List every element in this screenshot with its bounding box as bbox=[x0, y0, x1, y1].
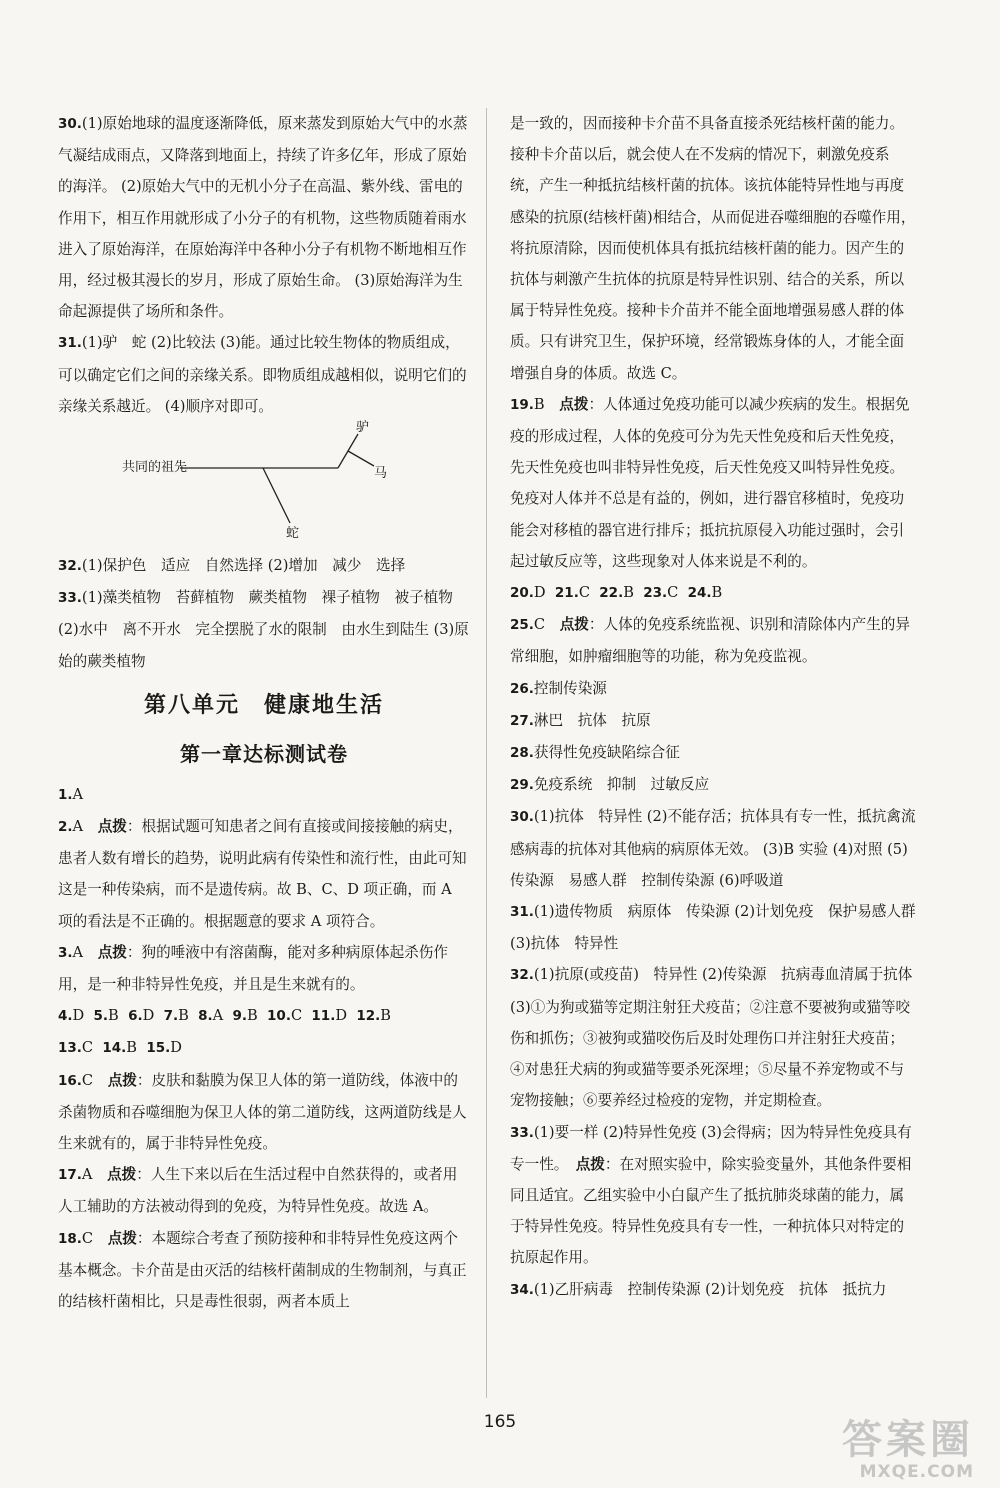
question-number: 9. bbox=[232, 1008, 248, 1025]
answer-2 bbox=[58, 811, 470, 937]
question-number: 33. bbox=[58, 590, 82, 607]
answers-20-24 bbox=[510, 577, 918, 609]
question-number: 10. bbox=[267, 1008, 291, 1025]
answer-text: ：人体通过免疫功能可以减少疾病的发生。根据免疫的形成过程，人体的免疫可分为先天性免疫和后天性免疫，先天性免疫也叫非特异性免疫，后天性免疫又叫特异性免疫。免疫对人体并不总是有益的，例如，进行器官移植时，免疫功能会对移植的器官进行排斥；抵抗抗原侵入功能过强时，会引起过敏反应等，这些现象对人体来说是不利的。 bbox=[510, 395, 910, 570]
answer-text: ：人体的免疫系统监视、识别和清除体内产生的异常细胞，如肿瘤细胞等的功能，称为免疫监视。 bbox=[510, 616, 910, 666]
left-column bbox=[58, 108, 470, 1317]
question-number: 23. bbox=[643, 585, 668, 602]
tree-leaf-donkey: 驴 bbox=[356, 420, 370, 436]
answer-32-right bbox=[510, 959, 918, 1116]
answer-text: (1)要一样 (2)特异性免疫 (3)会得病；因为特异性免疫具有专一性。 bbox=[510, 1123, 912, 1173]
answer-choice: B bbox=[711, 584, 723, 602]
question-number: 17. bbox=[58, 1167, 82, 1184]
answer-choice: D bbox=[533, 584, 546, 602]
answer-25 bbox=[510, 609, 918, 672]
question-number: 8. bbox=[198, 1008, 213, 1025]
tree-leaf-snake: 蛇 bbox=[286, 526, 300, 542]
hint-label: 点拨 bbox=[97, 818, 127, 836]
answer-choice: B bbox=[247, 1007, 258, 1025]
answer-text: 淋巴 抗体 抗原 bbox=[533, 711, 651, 729]
answer-16 bbox=[58, 1065, 470, 1160]
watermark-text: 答案圈 bbox=[842, 1417, 974, 1463]
hint-label: 点拨 bbox=[559, 616, 589, 634]
column-divider bbox=[486, 108, 487, 1398]
answer-text: ：人生下来以后在生活过程中自然获得的，或者用人工辅助的方法被动得到的免疫，为特异性免疫。故选 A。 bbox=[58, 1166, 458, 1216]
answer-text: 获得性免疫缺陷综合征 bbox=[533, 744, 680, 762]
question-number: 14. bbox=[102, 1040, 127, 1057]
question-number: 32. bbox=[510, 967, 534, 984]
question-number: 20. bbox=[510, 585, 534, 602]
answer-text: ：根据试题可知患者之间有直接或间接接触的病史，患者人数有增长的趋势，说明此病有传染性和流行性，由此可知这是一种传染病，而不是遗传病。故 B、C、D 项正确，而 A 项的看法是不正确的。根据题意的要求 A 项符合。 bbox=[58, 818, 467, 930]
chapter-title: 第一章达标测试卷 bbox=[180, 741, 348, 766]
question-number: 19. bbox=[510, 396, 534, 413]
question-number: 16. bbox=[58, 1072, 82, 1089]
question-number: 26. bbox=[510, 680, 534, 697]
question-number: 12. bbox=[356, 1008, 381, 1025]
answer-text: A bbox=[72, 785, 84, 803]
answer-30-right bbox=[510, 801, 918, 896]
question-number: 22. bbox=[599, 585, 624, 602]
answer-18-continued: 是一致的，因而接种卡介苗不具备直接杀死结核杆菌的能力。接种卡介苗以后，就会使人在不发病的情况下，刺激免疫系统，产生一种抵抗结核杆菌的抗体。该抗体能特异性地与再度感染的抗原(结核杆菌)相结合，从而促进吞噬细胞的吞噬作用，将抗原清除，因而使机体具有抵抗结核杆菌的能力。因产生的抗体与刺激产生抗体的抗原是特异性识别、结合的关系，所以属于特异性免疫。接种卡介苗并不能全面地增强易感人群的体质。只有讲究卫生，保护环境，经常锻炼身体的人，才能全面增强自身的体质。故选 C。 bbox=[510, 115, 916, 382]
watermark-url: MXQE.COM bbox=[859, 1462, 974, 1482]
question-number: 5. bbox=[93, 1008, 109, 1025]
question-number: 27. bbox=[510, 712, 534, 729]
question-number: 30. bbox=[510, 809, 534, 826]
answer-choice: D bbox=[335, 1007, 348, 1025]
watermark-logo bbox=[842, 1418, 974, 1482]
hint-label: 点拨 bbox=[107, 1229, 137, 1247]
answer-choice: C bbox=[81, 1229, 94, 1247]
answers-13-15 bbox=[58, 1032, 470, 1064]
answer-text: (1)遗传物质 病原体 传染源 (2)计划免疫 保护易感人群 (3)抗体 特异性 bbox=[510, 903, 916, 953]
evolution-tree-diagram bbox=[58, 420, 470, 546]
unit-number: 第八单元 bbox=[143, 692, 240, 718]
answer-choice: C bbox=[578, 584, 590, 602]
question-number: 7. bbox=[163, 1008, 179, 1025]
question-number: 4. bbox=[58, 1008, 73, 1025]
question-number: 29. bbox=[510, 777, 534, 794]
question-number: 28. bbox=[510, 745, 534, 762]
answer-choice: B bbox=[126, 1039, 138, 1057]
question-number: 1. bbox=[58, 786, 73, 803]
answer-choice: B bbox=[178, 1007, 189, 1025]
answer-choice: A bbox=[72, 818, 84, 836]
hint-label: 点拨 bbox=[107, 1166, 137, 1184]
page-number: 165 bbox=[483, 1412, 517, 1432]
tree-root-label: 共同的祖先 bbox=[122, 460, 188, 476]
hint-label: 点拨 bbox=[97, 943, 127, 961]
answer-text: (1)原始地球的温度逐渐降低，原来蒸发到原始大气中的水蒸气凝结成雨点，又降落到地面上，持续了许多亿年，形成了原始的海洋。 (2)原始大气中的无机小分子在高温、紫外线、雷电的作用下，相互作用就形成了小分子的有机物，这些物质随着雨水进入了原始海洋，在原始海洋中各种小分子有机物不断地相互作用，经过极其漫长的岁月，形成了原始生命。 (3)原始海洋为生命起源提供了场所和条件。 bbox=[58, 115, 468, 321]
answer-1 bbox=[58, 779, 470, 811]
unit-name: 健康地生活 bbox=[264, 692, 385, 718]
answer-29 bbox=[510, 769, 918, 801]
answer-choice: B bbox=[533, 395, 545, 413]
answer-32 bbox=[58, 550, 470, 582]
hint-label: 点拨 bbox=[559, 395, 589, 413]
answer-17 bbox=[58, 1159, 470, 1222]
answer-choice: B bbox=[623, 584, 634, 602]
answer-text: (1)藻类植物 苔藓植物 蕨类植物 裸子植物 被子植物 (2)水中 离不开水 完全摆脱了水的限制 由水生到陆生 (3)原始的蕨类植物 bbox=[58, 589, 469, 670]
answer-34 bbox=[510, 1274, 918, 1306]
question-number: 33. bbox=[510, 1124, 534, 1141]
question-number: 3. bbox=[58, 944, 73, 961]
answer-choice: C bbox=[81, 1039, 94, 1057]
answer-text: 免疫系统 抑制 过敏反应 bbox=[533, 776, 710, 794]
question-number: 30. bbox=[58, 116, 82, 132]
answer-choice: D bbox=[142, 1007, 155, 1025]
answer-31-right bbox=[510, 896, 918, 959]
question-number: 6. bbox=[128, 1008, 143, 1025]
answer-choice: C bbox=[81, 1071, 94, 1089]
answer-text: (1)驴 蛇 (2)比较法 (3)能。通过比较生物体的物质组成，可以确定它们之间的亲缘关系。即物质组成越相似，说明它们的亲缘关系越近。 (4)顺序对即可。 bbox=[58, 334, 467, 415]
answer-27 bbox=[510, 705, 918, 737]
answer-text: ：狗的唾液中有溶菌酶，能对多种病原体起杀伤作用，是一种非特异性免疫，并且是生来就有的。 bbox=[58, 943, 448, 994]
unit-title bbox=[58, 691, 470, 721]
hint-label: 点拨 bbox=[575, 1155, 605, 1173]
question-number: 34. bbox=[510, 1281, 534, 1298]
answer-choice: A bbox=[81, 1166, 93, 1184]
answer-choice: C bbox=[290, 1007, 303, 1025]
question-number: 15. bbox=[146, 1040, 171, 1057]
tree-lines bbox=[58, 428, 470, 546]
question-number: 31. bbox=[510, 904, 534, 921]
answer-33 bbox=[58, 582, 470, 677]
answer-choice: C bbox=[533, 616, 546, 634]
question-number: 25. bbox=[510, 617, 534, 634]
answer-26 bbox=[510, 673, 918, 705]
answer-28 bbox=[510, 737, 918, 769]
answer-31 bbox=[58, 327, 470, 422]
answer-text: (1)保护色 适应 自然选择 (2)增加 减少 选择 bbox=[81, 557, 406, 575]
answer-text: ：在对照实验中，除实验变量外，其他条件要相同且适宜。乙组实验中小白鼠产生了抵抗肺炎球菌的能力，属于特异性免疫。特异性免疫具有专一性，一种抗体只对特定的抗原起作用。 bbox=[510, 1155, 912, 1267]
answer-choice: A bbox=[212, 1007, 224, 1025]
answer-33-right bbox=[510, 1117, 918, 1274]
answer-text: ：皮肤和黏膜为保卫人体的第一道防线，体液中的杀菌物质和吞噬细胞为保卫人体的第二道防线，这两道防线是人生来就有的，属于非特异性免疫。 bbox=[58, 1071, 467, 1153]
answer-19 bbox=[510, 389, 918, 577]
question-number: 21. bbox=[554, 585, 579, 602]
right-column bbox=[510, 108, 918, 1306]
answer-text: (1)抗原(或疫苗) 特异性 (2)传染源 抗病毒血清属于抗体 (3)①为狗或猫等定期注射狂犬疫苗；②注意不要被狗或猫等咬伤和抓伤；③被狗或猫咬伤后及时处理伤口并注射狂犬疫苗；④对患狂犬病的狗或猫等要杀死深埋；⑤尽量不养宠物或不与宠物接触；⑥要养经过检疫的宠物，并定期检查。 bbox=[510, 966, 913, 1110]
question-number: 13. bbox=[58, 1040, 82, 1057]
answers-4-12 bbox=[58, 1000, 470, 1032]
answer-30 bbox=[58, 108, 470, 327]
answer-choice: D bbox=[170, 1039, 182, 1057]
question-number: 31. bbox=[58, 335, 82, 352]
question-number: 18. bbox=[58, 1230, 82, 1247]
question-number: 2. bbox=[58, 819, 73, 836]
answer-text: (1)乙肝病毒 控制传染源 (2)计划免疫 抗体 抵抗力 bbox=[533, 1280, 887, 1298]
hint-label: 点拨 bbox=[107, 1071, 137, 1089]
answer-3 bbox=[58, 937, 470, 1000]
answer-choice: C bbox=[667, 584, 679, 602]
answer-choice: B bbox=[108, 1007, 119, 1025]
question-number: 32. bbox=[58, 558, 82, 575]
tree-leaf-horse: 马 bbox=[374, 466, 388, 482]
answer-text: 控制传染源 bbox=[533, 679, 607, 697]
answer-choice: A bbox=[72, 943, 84, 961]
answer-text: ：本题综合考查了预防接种和非特异性免疫这两个基本概念。卡介苗是由灭活的结核杆菌制成的生物制剂，与真正的结核杆菌相比，只是毒性很弱，两者本质上 bbox=[58, 1229, 467, 1311]
answer-18 bbox=[58, 1223, 470, 1318]
answer-text: (1)抗体 特异性 (2)不能存活；抗体具有专一性，抵抗禽流感病毒的抗体对其他病的病原体无效。 (3)B 实验 (4)对照 (5)传染源 易感人群 控制传染源 (6)呼吸道 bbox=[510, 808, 916, 889]
answer-choice: B bbox=[380, 1007, 391, 1025]
question-number: 11. bbox=[311, 1008, 336, 1025]
answer-choice: D bbox=[72, 1007, 85, 1025]
question-number: 24. bbox=[687, 585, 712, 602]
